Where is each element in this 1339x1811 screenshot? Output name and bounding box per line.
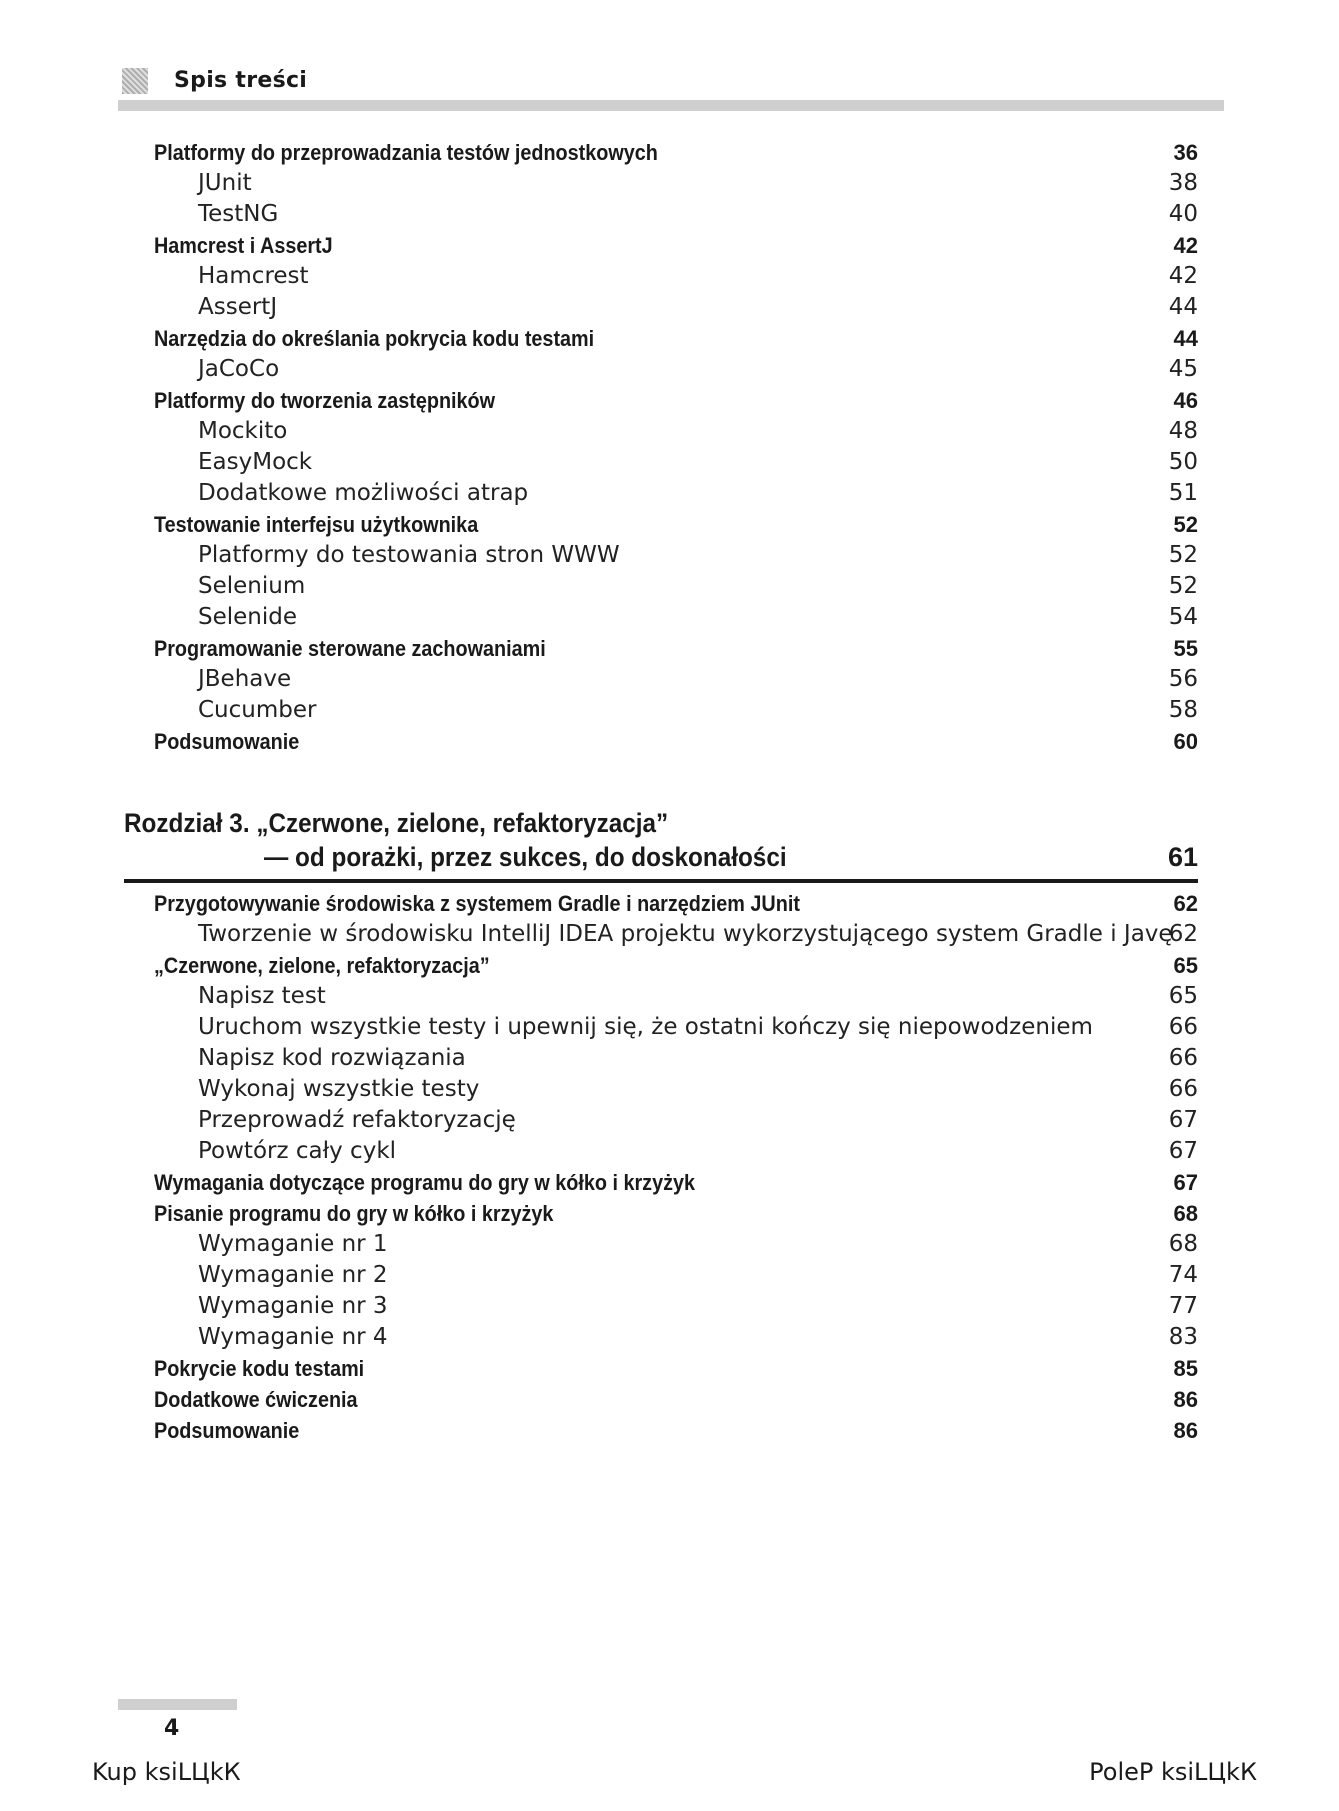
- toc-entry-page: 67: [1168, 1107, 1198, 1133]
- toc-entry-page: 66: [1168, 1014, 1198, 1040]
- toc-entry-label: Platformy do przeprowadzania testów jednostkowych: [154, 140, 658, 165]
- toc-entry-label: JaCoCo: [198, 356, 280, 382]
- toc-entry-section: [154, 1384, 1198, 1415]
- toc-entry-subsection: [154, 540, 1198, 571]
- toc-entry-page: 44: [1173, 326, 1198, 351]
- toc-entry-section: [154, 633, 1198, 664]
- toc-entry-subsection: [154, 199, 1198, 230]
- toc-entry-subsection: [154, 571, 1198, 602]
- toc-entry-label: Wymaganie nr 1: [198, 1231, 388, 1257]
- toc-entry-subsection: [154, 1043, 1198, 1074]
- toc-entry-section: [154, 888, 1198, 919]
- chapter-page-number: 61: [1167, 842, 1198, 872]
- toc-entry-section: [154, 726, 1198, 757]
- chapter-title-line1: Rozdział 3. „Czerwone, zielone, refaktoryzacja”: [124, 808, 669, 838]
- toc-entry-section: [154, 1198, 1198, 1229]
- toc-entry-label: „Czerwone, zielone, refaktoryzacja”: [154, 953, 490, 978]
- chapter-title-line2: — od porażki, przez sukces, do doskonałości: [264, 842, 787, 872]
- toc-entry-page: 67: [1168, 1138, 1198, 1164]
- toc-entry-subsection: [154, 919, 1198, 950]
- toc-entry-page: 40: [1168, 201, 1198, 227]
- toc-entry-label: Uruchom wszystkie testy i upewnij się, że ostatni kończy się niepowodzeniem: [198, 1014, 1093, 1040]
- toc-entry-subsection: [154, 478, 1198, 509]
- toc-entry-page: 60: [1173, 729, 1198, 754]
- toc-entry-page: 42: [1168, 263, 1198, 289]
- toc-entry-subsection: [154, 447, 1198, 478]
- toc-entry-label: AssertJ: [198, 294, 278, 320]
- toc-entry-page: 67: [1173, 1170, 1198, 1195]
- toc-entry-page: 51: [1168, 480, 1198, 506]
- toc-entry-label: Pokrycie kodu testami: [154, 1356, 365, 1381]
- toc-entry-page: 52: [1173, 512, 1198, 537]
- toc-section-1: [154, 137, 1198, 757]
- toc-entry-label: Testowanie interfejsu użytkownika: [154, 512, 479, 537]
- toc-entry-page: 62: [1168, 921, 1198, 947]
- toc-entry-page: 68: [1168, 1231, 1198, 1257]
- chapter-heading: [124, 804, 1198, 884]
- toc-entry-label: JUnit: [198, 170, 252, 196]
- toc-entry-label: Wymaganie nr 4: [198, 1324, 388, 1350]
- toc-entry-section: [154, 323, 1198, 354]
- toc-entry-label: Napisz kod rozwiązania: [198, 1045, 466, 1071]
- toc-entry-label: Pisanie programu do gry w kółko i krzyżyk: [154, 1201, 554, 1226]
- toc-entry-page: 66: [1168, 1045, 1198, 1071]
- toc-entry-page: 56: [1168, 666, 1198, 692]
- toc-entry-page: 46: [1173, 388, 1198, 413]
- toc-entry-page: 52: [1168, 573, 1198, 599]
- toc-entry-page: 55: [1173, 636, 1198, 661]
- toc-entry-subsection: [154, 354, 1198, 385]
- toc-entry-section: [154, 137, 1198, 168]
- toc-entry-label: Hamcrest: [198, 263, 309, 289]
- toc-entry-label: Wymagania dotyczące programu do gry w kółko i krzyżyk: [154, 1170, 696, 1195]
- toc-entry-label: Dodatkowe możliwości atrap: [198, 480, 529, 506]
- toc-entry-subsection: [154, 292, 1198, 323]
- toc-entry-label: Wymaganie nr 3: [198, 1293, 388, 1319]
- toc-entry-page: 48: [1168, 418, 1198, 444]
- toc-entry-page: 36: [1173, 140, 1198, 165]
- toc-entry-label: Tworzenie w środowisku IntelliJ IDEA projektu wykorzystującego system Gradle i Javę: [198, 921, 1173, 947]
- toc-entry-label: Przeprowadź refaktoryzację: [198, 1107, 516, 1133]
- toc-entry-page: 44: [1168, 294, 1198, 320]
- toc-entry-subsection: [154, 1105, 1198, 1136]
- toc-entry-subsection: [154, 1074, 1198, 1105]
- header-title: Spis treści: [174, 68, 308, 93]
- footer-right-text: PoleР ksiLЦkК: [1089, 1758, 1257, 1786]
- toc-entry-label: Wymaganie nr 2: [198, 1262, 388, 1288]
- toc-entry-label: Platformy do tworzenia zastępników: [154, 388, 496, 413]
- toc-entry-label: Dodatkowe ćwiczenia: [154, 1387, 358, 1412]
- toc-entry-page: 85: [1173, 1356, 1198, 1381]
- toc-entry-page: 54: [1168, 604, 1198, 630]
- toc-entry-page: 83: [1168, 1324, 1198, 1350]
- toc-entry-page: 77: [1168, 1293, 1198, 1319]
- toc-entry-label: Mockito: [198, 418, 288, 444]
- toc-entry-label: Hamcrest i AssertJ: [154, 233, 333, 258]
- toc-entry-page: 42: [1173, 233, 1198, 258]
- toc-entry-subsection: [154, 1229, 1198, 1260]
- header-bar: [118, 100, 1224, 111]
- toc-entry-label: Przygotowywanie środowiska z systemem Gradle i narzędziem JUnit: [154, 891, 800, 916]
- footer-page-number: 4: [164, 1716, 180, 1741]
- chapter-rule: [124, 879, 1198, 883]
- toc-entry-subsection: [154, 1260, 1198, 1291]
- footer-left-text: Kup ksiLЦkК: [92, 1758, 241, 1786]
- toc-entry-subsection: [154, 981, 1198, 1012]
- toc-entry-subsection: [154, 416, 1198, 447]
- toc-entry-section: [154, 385, 1198, 416]
- toc-entry-subsection: [154, 695, 1198, 726]
- toc-entry-label: Napisz test: [198, 983, 326, 1009]
- toc-entry-subsection: [154, 168, 1198, 199]
- toc-entry-subsection: [154, 261, 1198, 292]
- toc-entry-section: [154, 1415, 1198, 1446]
- toc-entry-page: 52: [1168, 542, 1198, 568]
- toc-entry-subsection: [154, 664, 1198, 695]
- toc-entry-page: 38: [1168, 170, 1198, 196]
- toc-entry-page: 74: [1168, 1262, 1198, 1288]
- toc-entry-page: 65: [1168, 983, 1198, 1009]
- toc-entry-label: Cucumber: [198, 697, 317, 723]
- toc-entry-page: 68: [1173, 1201, 1198, 1226]
- toc-entry-section: [154, 1353, 1198, 1384]
- toc-entry-label: Wykonaj wszystkie testy: [198, 1076, 480, 1102]
- toc-entry-subsection: [154, 602, 1198, 633]
- toc-entry-label: Platformy do testowania stron WWW: [198, 542, 620, 568]
- toc-entry-subsection: [154, 1291, 1198, 1322]
- toc-entry-label: Selenium: [198, 573, 306, 599]
- toc-entry-page: 65: [1173, 953, 1198, 978]
- toc-entry-page: 62: [1173, 891, 1198, 916]
- toc-entry-section: [154, 230, 1198, 261]
- toc-entry-page: 66: [1168, 1076, 1198, 1102]
- toc-entry-subsection: [154, 1012, 1198, 1043]
- toc-entry-subsection: [154, 1136, 1198, 1167]
- toc-entry-section: [154, 1167, 1198, 1198]
- toc-entry-subsection: [154, 1322, 1198, 1353]
- toc-section-2: [154, 888, 1198, 1446]
- toc-entry-page: 86: [1173, 1418, 1198, 1443]
- toc-entry-label: TestNG: [198, 201, 279, 227]
- footer-bar: [118, 1699, 237, 1710]
- toc-entry-section: [154, 950, 1198, 981]
- toc-entry-label: JBehave: [198, 666, 292, 692]
- toc-entry-page: 45: [1168, 356, 1198, 382]
- running-header: [118, 62, 1224, 112]
- toc-entry-page: 86: [1173, 1387, 1198, 1412]
- toc-entry-label: Programowanie sterowane zachowaniami: [154, 636, 546, 661]
- header-ornament-icon: [122, 68, 148, 94]
- toc-entry-label: Powtórz cały cykl: [198, 1138, 397, 1164]
- toc-entry-label: EasyMock: [198, 449, 313, 475]
- toc-entry-label: Selenide: [198, 604, 298, 630]
- toc-entry-page: 50: [1168, 449, 1198, 475]
- toc-entry-page: 58: [1168, 697, 1198, 723]
- toc-entry-label: Narzędzia do określania pokrycia kodu testami: [154, 326, 595, 351]
- toc-entry-section: [154, 509, 1198, 540]
- toc-entry-label: Podsumowanie: [154, 1418, 300, 1443]
- toc-entry-label: Podsumowanie: [154, 729, 300, 754]
